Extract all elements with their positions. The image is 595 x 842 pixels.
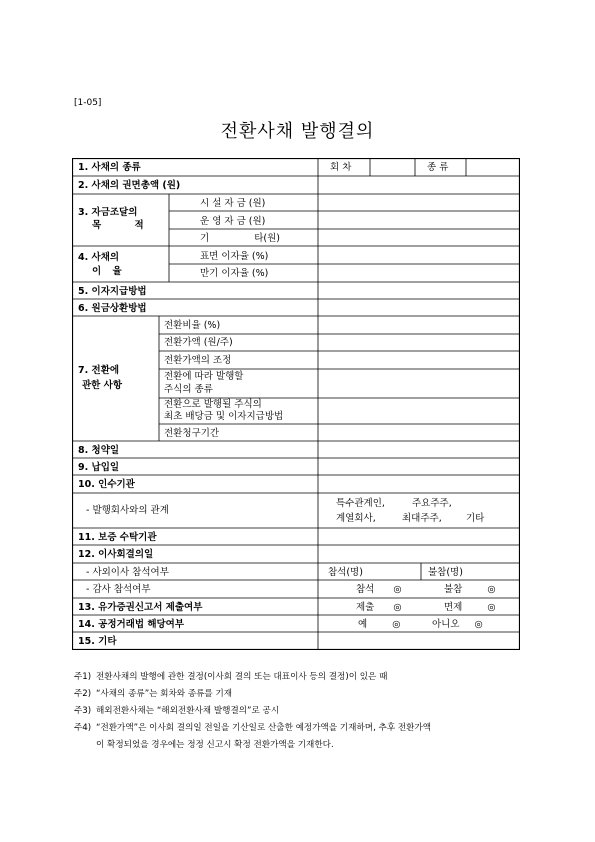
row11-label: 11. 보증 수탁기관 bbox=[78, 532, 157, 543]
kind-label: 종 류 bbox=[427, 162, 449, 173]
row7-sub1: 전환비율 (%) bbox=[164, 320, 221, 331]
footnotes bbox=[74, 669, 431, 754]
row3-sub2: 운 영 자 금 (원) bbox=[200, 216, 266, 227]
row3-label-line1: 3. 자금조달의 bbox=[78, 207, 138, 218]
row7-sub4-line1: 전환에 따라 발행할 bbox=[164, 371, 244, 382]
row12-sub1: - 사외이사 참석여부 bbox=[86, 567, 169, 578]
row7-sub4-line2: 주식의 종류 bbox=[164, 384, 213, 395]
relation-option-3: 계열회사, bbox=[336, 513, 376, 524]
auditor-absent-option: 불참 ◎ bbox=[444, 584, 496, 595]
footnote-4: 주4) “전환가액”은 이사회 결의일 전일을 기산일로 산출한 예정가액을 기재하며, 추후 전환가액 이 확정되었을 경우에는 정정 신고시 확정 전환가액을 기재한다. bbox=[74, 720, 431, 754]
row9-label: 9. 납입일 bbox=[78, 462, 120, 473]
filing-exempt-option: 면제 ◎ bbox=[444, 602, 496, 613]
row7-sub2: 전환가액 (원/주) bbox=[164, 337, 233, 348]
relation-option-1: 특수관계인, bbox=[336, 498, 385, 509]
attend-count-label: 참석(명) bbox=[328, 567, 363, 578]
row7-sub5-line1: 전환으로 발행될 주식의 bbox=[164, 399, 262, 410]
row7-label-line1: 7. 전환에 bbox=[78, 365, 120, 376]
row7-sub5-line2: 최초 배당금 및 이자지급방법 bbox=[164, 411, 284, 422]
row5-label: 5. 이자지급방법 bbox=[78, 286, 147, 297]
row10-label: 10. 인수기관 bbox=[78, 479, 135, 490]
filing-submit-option: 제출 ◎ bbox=[356, 602, 402, 613]
row6-label: 6. 원금상환방법 bbox=[78, 303, 147, 314]
row12-sub2: - 감사 참석여부 bbox=[86, 584, 151, 595]
round-label: 회 차 bbox=[330, 162, 352, 173]
relation-option-4: 최대주주, bbox=[402, 513, 442, 524]
row4-label-line2: 이 율 bbox=[92, 266, 122, 277]
row10-sub: - 발행회사와의 관계 bbox=[86, 505, 169, 516]
row7-sub3: 전환가액의 조정 bbox=[164, 355, 232, 366]
row3-label-line2: 목 적 bbox=[92, 220, 144, 231]
fair-trade-no-option: 아니오 ◎ bbox=[432, 619, 483, 630]
fair-trade-yes-option: 예 ◎ bbox=[358, 619, 401, 630]
page-title: 전환사채 발행결의 bbox=[220, 121, 375, 142]
auditor-attend-option: 참석 ◎ bbox=[356, 584, 402, 595]
row12-label: 12. 이사회결의일 bbox=[78, 549, 154, 560]
absent-count-label: 불참(명) bbox=[428, 567, 463, 578]
row1-label: 1. 사채의 종류 bbox=[78, 162, 141, 173]
relation-option-2: 주요주주, bbox=[412, 498, 452, 509]
footnote-2: 주2) “사채의 종류”는 회차와 종류를 기재 bbox=[74, 689, 233, 699]
row14-label: 14. 공정거래법 해당여부 bbox=[78, 619, 185, 630]
footnote-1: 주1) 전환사채의 발행에 관한 결정(이사회 결의 또는 대표이사 등의 결정)이 있은 때 bbox=[74, 672, 388, 682]
row8-label: 8. 청약일 bbox=[78, 445, 120, 456]
footnote-3: 주3) 해외전환사채는 “해외전환사채 발행결의”로 공시 bbox=[74, 706, 280, 716]
relation-option-5: 기타 bbox=[466, 513, 485, 524]
row4-label-line1: 4. 사채의 bbox=[78, 252, 120, 263]
row2-label: 2. 사채의 권면총액 (원) bbox=[78, 180, 181, 191]
row7-label-line2: 관한 사항 bbox=[82, 380, 123, 391]
row13-label: 13. 유가증권신고서 제출여부 bbox=[78, 602, 203, 613]
row15-label: 15. 기타 bbox=[78, 636, 117, 647]
row3-sub3: 기 타(원) bbox=[200, 233, 280, 244]
row3-sub1: 시 설 자 금 (원) bbox=[200, 198, 266, 209]
footnote-4-continued: 이 확정되었을 경우에는 정정 신고시 확정 전환가액을 기재한다. bbox=[96, 740, 334, 750]
row4-sub1: 표면 이자율 (%) bbox=[200, 251, 269, 262]
row7-sub6: 전환청구기간 bbox=[164, 428, 220, 439]
form-code: [1-05] bbox=[74, 98, 102, 108]
row4-sub2: 만기 이자율 (%) bbox=[200, 268, 269, 279]
disclosure-form-table bbox=[72, 158, 520, 650]
